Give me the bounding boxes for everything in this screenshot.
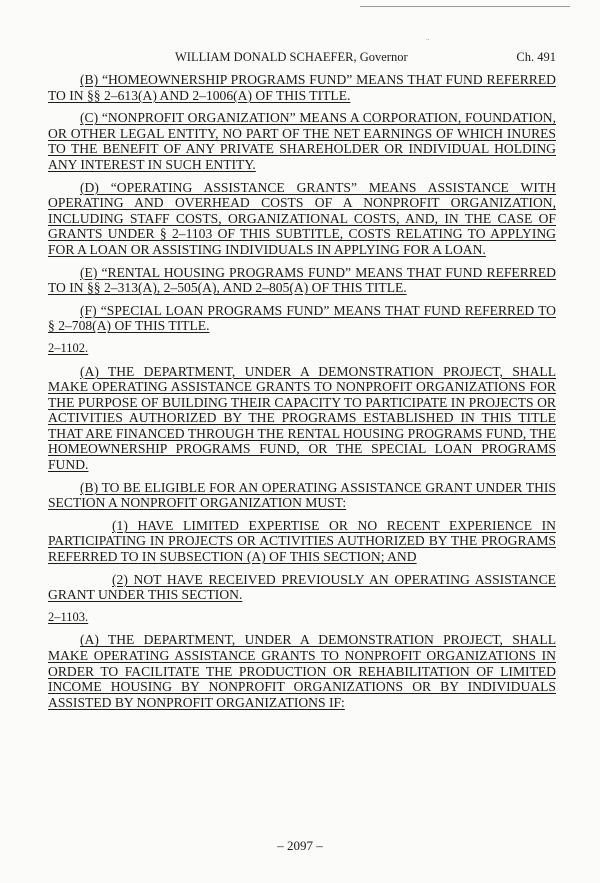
definition-c: (C) “NONPROFIT ORGANIZATION” MEANS A CORPORATION, FOUNDATION, OR OTHER LEGAL ENTITY, NO PART OF THE NET EARNINGS OF WHICH INURES TO THE BENEFIT OF ANY PRIVATE SHAREHOLDER OR INDIVIDUAL HOLDING ANY INTEREST IN SUCH ENTITY. xyxy=(48,110,556,172)
scan-edge-line xyxy=(360,6,570,7)
section-heading-2-1103: 2–1103. xyxy=(48,609,89,624)
definition-b: (B) “HOMEOWNERSHIP PROGRAMS FUND” MEANS THAT FUND REFERRED TO IN §§ 2–613(A) AND 2–1006(A) OF THIS TITLE. xyxy=(48,72,556,103)
definition-e: (E) “RENTAL HOUSING PROGRAMS FUND” MEANS THAT FUND REFERRED TO IN §§ 2–313(A), 2–505(A), AND 2–805(A) OF THIS TITLE. xyxy=(48,264,556,296)
section-1102-subsection-a: (A) THE DEPARTMENT, UNDER A DEMONSTRATION PROJECT, SHALL MAKE OPERATING ASSISTANCE GRANTS TO NONPROFIT ORGANIZATIONS FOR THE PURPOSE OF BUILDING THEIR CAPACITY TO PARTICIPATE IN PROJECTS OR ACTIVITIES AUTHORIZED BY THE PROGRAMS ESTABLISHED IN THIS TITLE THAT ARE FINANCED THROUGH THE RENTAL HOUSING PROGRAMS FUND, THE HOMEOWNERSHIP PROGRAMS FUND, OR THE SPECIAL LOAN PROGRAMS FUND. xyxy=(48,363,556,473)
statute-body xyxy=(48,72,556,717)
section-1102-item-2: (2) NOT HAVE RECEIVED PREVIOUSLY AN OPERATING ASSISTANCE GRANT UNDER THIS SECTION. xyxy=(48,571,556,603)
running-header xyxy=(48,50,556,68)
section-1103-subsection-a: (A) THE DEPARTMENT, UNDER A DEMONSTRATION PROJECT, SHALL MAKE OPERATING ASSISTANCE GRANTS TO NONPROFIT ORGANIZATIONS IN ORDER TO FACILITATE THE PRODUCTION OR REHABILITATION OF LIMITED INCOME HOUSING BY NONPROFIT ORGANIZATIONS OR BY INDIVIDUALS ASSISTED BY NONPROFIT ORGANIZATIONS IF: xyxy=(48,632,556,710)
chapter-number: Ch. 491 xyxy=(516,50,556,64)
page-number: – 2097 – xyxy=(277,838,323,853)
section-1102-item-1: (1) HAVE LIMITED EXPERTISE OR NO RECENT EXPERIENCE IN PARTICIPATING IN PROJECTS OR ACTIVITIES AUTHORIZED BY THE PROGRAMS REFERRED TO IN SUBSECTION (A) OF THIS SECTION; AND xyxy=(48,517,556,565)
definition-d: (D) “OPERATING ASSISTANCE GRANTS” MEANS ASSISTANCE WITH OPERATING AND OVERHEAD COSTS OF A NONPROFIT ORGANIZATION, INCLUDING STAFF COSTS, ORGANIZATIONAL COSTS, AND, IN THE CASE OF GRANTS UNDER § 2–1103 OF THIS SUBTITLE, COSTS RELATING TO APPLYING FOR A LOAN OR ASSISTING INDIVIDUALS IN APPLYING FOR A LOAN. xyxy=(48,179,556,257)
section-1102-subsection-b: (B) TO BE ELIGIBLE FOR AN OPERATING ASSISTANCE GRANT UNDER THIS SECTION A NONPROFIT ORGANIZATION MUST: xyxy=(48,479,556,511)
running-head-title: WILLIAM DONALD SCHAEFER, Governor xyxy=(175,50,408,64)
scan-speck: .. xyxy=(426,34,430,42)
section-heading-2-1102: 2–1102. xyxy=(48,340,89,355)
definition-f: (F) “SPECIAL LOAN PROGRAMS FUND” MEANS THAT FUND REFERRED TO § 2–708(A) OF THIS TITLE. xyxy=(48,302,556,334)
